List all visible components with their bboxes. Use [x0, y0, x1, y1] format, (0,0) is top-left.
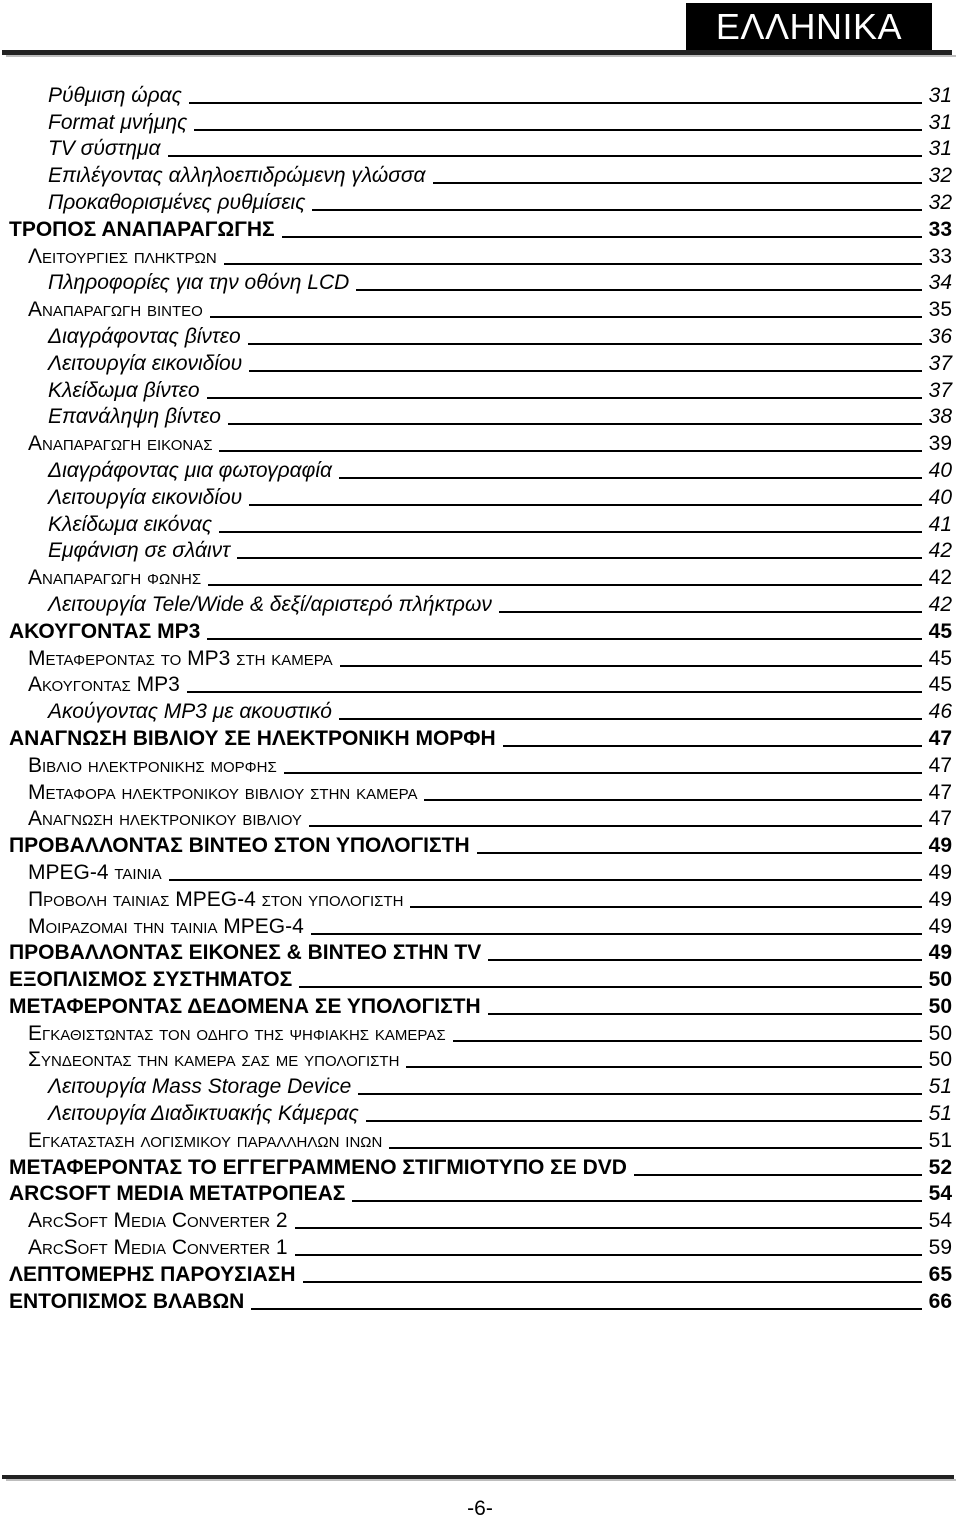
toc-entry-page: 47: [928, 753, 952, 777]
toc-entry[interactable]: [0, 964, 960, 991]
toc-entry-title: Συνδεοντας την καμερα σας με υπολογιστη: [28, 1048, 400, 1072]
toc-entry[interactable]: [0, 777, 960, 804]
toc-entry[interactable]: [0, 589, 960, 616]
toc-leader-line: [366, 1120, 922, 1122]
toc-entry-page: 50: [928, 994, 952, 1018]
toc-entry-page: 45: [928, 619, 952, 643]
toc-entry[interactable]: [0, 402, 960, 429]
toc-entry-page: 54: [928, 1182, 952, 1206]
toc-entry-page: 47: [928, 780, 952, 804]
toc-entry-page: 49: [928, 914, 952, 938]
toc-leader-line: [352, 1200, 921, 1202]
toc-entry-title: Ακούγοντας MP3 με ακουστικό: [48, 700, 332, 724]
toc-entry-title: Βιβλιο ηλεκτρονικης μορφης: [28, 753, 277, 777]
toc-entry-title: Επιλέγοντας αλληλοεπιδρώμενη γλώσσα: [48, 164, 426, 188]
toc-leader-line: [295, 1254, 922, 1256]
toc-entry[interactable]: [0, 134, 960, 161]
toc-entry[interactable]: [0, 1098, 960, 1125]
toc-entry-page: 49: [928, 834, 952, 858]
toc-entry-page: 49: [928, 941, 952, 965]
toc-entry-page: 42: [928, 566, 952, 590]
toc-entry[interactable]: [0, 670, 960, 697]
toc-entry-title: Επανάληψη βίντεο: [48, 405, 221, 429]
toc-entry-title: TV σύστημα: [48, 137, 161, 161]
toc-leader-line: [499, 611, 922, 613]
toc-leader-line: [219, 531, 922, 533]
toc-entry-page: 42: [928, 539, 952, 563]
toc-entry-title: ΜΕΤΑΦΕΡΟΝΤΑΣ ΔΕΔΟΜΕΝΑ ΣΕ ΥΠΟΛΟΓΙΣΤΗ: [9, 994, 481, 1018]
toc-leader-line: [424, 799, 921, 801]
toc-leader-line: [488, 1013, 922, 1015]
top-rule-shadow: [6, 55, 956, 57]
toc-entry[interactable]: [0, 911, 960, 938]
toc-entry-page: 59: [928, 1236, 952, 1260]
toc-entry-page: 51: [928, 1128, 952, 1152]
toc-entry-page: 37: [928, 378, 952, 402]
toc-entry[interactable]: [0, 830, 960, 857]
toc-entry[interactable]: [0, 294, 960, 321]
toc-entry-title: Ρύθμιση ώρας: [48, 83, 182, 107]
toc-entry-title: Αναπαραγωγη φωνης: [28, 566, 202, 590]
toc-leader-line: [208, 584, 922, 586]
toc-entry[interactable]: [0, 375, 960, 402]
toc-entry-page: 50: [928, 1048, 952, 1072]
toc-entry-title: Αναγνωση ηλεκτρονικου βιβλιου: [28, 807, 302, 831]
toc-entry[interactable]: [0, 107, 960, 134]
toc-entry-page: 51: [928, 1075, 952, 1099]
toc-entry[interactable]: [0, 884, 960, 911]
toc-entry[interactable]: [0, 616, 960, 643]
toc-entry-page: 41: [928, 512, 952, 536]
toc-leader-line: [453, 1040, 922, 1042]
toc-entry-title: Κλείδωμα εικόνας: [48, 512, 213, 536]
toc-leader-line: [237, 557, 922, 559]
toc-entry[interactable]: [0, 509, 960, 536]
toc-leader-line: [169, 879, 922, 881]
toc-entry[interactable]: [0, 214, 960, 241]
toc-entry-title: ΛΕΠΤΟΜΕΡΗΣ ΠΑΡΟΥΣΙΑΣΗ: [9, 1262, 296, 1286]
toc-leader-line: [339, 477, 922, 479]
toc-entry[interactable]: [0, 428, 960, 455]
toc-entry-page: 45: [928, 673, 952, 697]
toc-entry[interactable]: [0, 268, 960, 295]
toc-leader-line: [503, 745, 922, 747]
toc-entry-page: 66: [928, 1289, 952, 1313]
toc-leader-line: [249, 504, 921, 506]
toc-entry-page: 50: [928, 968, 952, 992]
table-of-contents: [0, 80, 960, 1313]
toc-entry-page: 31: [928, 83, 952, 107]
toc-entry-page: 50: [928, 1021, 952, 1045]
toc-entry-title: Εγκατασταση λογισμικου παραλληλων ινων: [28, 1128, 383, 1152]
toc-entry-title: ΑΚΟΥΓΟΝΤΑΣ MP3: [9, 619, 201, 643]
toc-leader-line: [284, 772, 922, 774]
toc-entry[interactable]: [0, 455, 960, 482]
toc-entry[interactable]: [0, 643, 960, 670]
toc-entry-page: 45: [928, 646, 952, 670]
toc-entry-title: Μεταφορα ηλεκτρονικου βιβλιου στην καμερα: [28, 780, 418, 804]
toc-leader-line: [358, 1093, 921, 1095]
toc-entry-page: 51: [928, 1102, 952, 1126]
toc-leader-line: [389, 1147, 921, 1149]
toc-entry-page: 32: [928, 190, 952, 214]
toc-entry[interactable]: [0, 938, 960, 965]
toc-entry-page: 36: [928, 324, 952, 348]
toc-leader-line: [340, 665, 922, 667]
toc-leader-line: [207, 638, 921, 640]
toc-leader-line: [249, 370, 921, 372]
toc-entry-page: 34: [928, 271, 952, 295]
toc-leader-line: [168, 155, 922, 157]
toc-entry-page: 38: [928, 405, 952, 429]
toc-leader-line: [634, 1174, 922, 1176]
toc-entry-title: ARCSOFT MEDIA ΜΕΤΑΤΡΟΠΕΑΣ: [9, 1182, 346, 1206]
toc-entry[interactable]: [0, 1125, 960, 1152]
toc-entry-page: 35: [928, 298, 952, 322]
toc-entry-title: Ακουγοντας MP3: [28, 673, 180, 697]
toc-entry-page: 31: [928, 110, 952, 134]
toc-leader-line: [299, 986, 921, 988]
toc-leader-line: [488, 959, 921, 961]
toc-entry-title: Μεταφεροντας το MP3 στη καμερα: [28, 646, 333, 670]
toc-entry-page: 42: [928, 592, 952, 616]
toc-entry-page: 49: [928, 887, 952, 911]
toc-entry-page: 33: [928, 244, 952, 268]
toc-entry-page: 37: [928, 351, 952, 375]
toc-leader-line: [194, 129, 921, 131]
toc-entry-page: 40: [928, 485, 952, 509]
toc-leader-line: [312, 209, 921, 211]
toc-entry-title: Λειτουργία εικονιδίου: [48, 351, 243, 375]
toc-leader-line: [410, 906, 921, 908]
toc-entry-title: Αναπαραγωγη βιντεο: [28, 298, 203, 322]
toc-entry[interactable]: [0, 241, 960, 268]
toc-leader-line: [282, 236, 922, 238]
toc-entry[interactable]: [0, 482, 960, 509]
toc-entry[interactable]: [0, 1179, 960, 1206]
page-number: -6-: [467, 1497, 493, 1520]
toc-entry-title: Προβολη ταινιας MPEG-4 στον υπολογιστη: [28, 887, 404, 911]
toc-entry[interactable]: [0, 1205, 960, 1232]
toc-entry-title: Λειτουργία Tele/Wide & δεξί/αριστερό πλήκτρων: [48, 592, 492, 616]
toc-entry-title: ArcSoft Media Converter 1: [28, 1236, 288, 1260]
toc-entry[interactable]: [0, 1152, 960, 1179]
toc-leader-line: [251, 1308, 921, 1310]
toc-leader-line: [228, 423, 922, 425]
toc-entry-page: 31: [928, 137, 952, 161]
toc-entry-page: 54: [928, 1209, 952, 1233]
bottom-rule-shadow: [6, 1479, 956, 1481]
toc-entry-title: ΠΡΟΒΑΛΛΟΝΤΑΣ ΒΙΝΤΕΟ ΣΤΟΝ ΥΠΟΛΟΓΙΣΤΗ: [9, 834, 470, 858]
toc-leader-line: [303, 1281, 922, 1283]
toc-entry-title: MPEG-4 ταινια: [28, 860, 162, 884]
toc-entry-title: Κλείδωμα βίντεο: [48, 378, 200, 402]
toc-entry[interactable]: [0, 804, 960, 831]
toc-entry[interactable]: [0, 750, 960, 777]
language-tab: ΕΛΛΗΝΙΚΑ: [686, 3, 932, 50]
toc-entry[interactable]: [0, 723, 960, 750]
toc-entry[interactable]: [0, 696, 960, 723]
toc-entry[interactable]: [0, 187, 960, 214]
toc-entry[interactable]: [0, 991, 960, 1018]
toc-entry-title: Πληροφορίες για την οθόνη LCD: [48, 271, 350, 295]
toc-entry-title: Διαγράφοντας μια φωτογραφία: [48, 458, 332, 482]
toc-entry-title: Λειτουργία Mass Storage Device: [48, 1075, 352, 1099]
toc-entry-page: 40: [928, 458, 952, 482]
toc-leader-line: [311, 933, 922, 935]
toc-entry-title: Εμφάνιση σε σλάιντ: [48, 539, 230, 563]
toc-leader-line: [187, 691, 922, 693]
toc-entry[interactable]: [0, 321, 960, 348]
toc-entry-page: 32: [928, 164, 952, 188]
toc-entry-title: Format μνήμης: [48, 110, 188, 134]
toc-entry-title: Λειτουργιες πληκτρων: [28, 244, 217, 268]
toc-entry[interactable]: [0, 1071, 960, 1098]
toc-leader-line: [248, 343, 922, 345]
toc-leader-line: [406, 1066, 921, 1068]
toc-leader-line: [210, 316, 922, 318]
toc-leader-line: [207, 397, 922, 399]
toc-leader-line: [219, 450, 921, 452]
toc-leader-line: [189, 102, 922, 104]
toc-leader-line: [295, 1227, 922, 1229]
toc-entry-title: Αναπαραγωγη εικονας: [28, 432, 213, 456]
toc-entry-page: 46: [928, 700, 952, 724]
toc-entry[interactable]: [0, 1259, 960, 1286]
toc-entry-title: Διαγράφοντας βίντεο: [48, 324, 241, 348]
toc-leader-line: [224, 263, 922, 265]
toc-entry[interactable]: [0, 857, 960, 884]
toc-leader-line: [433, 182, 922, 184]
toc-entry-title: ΕΞΟΠΛΙΣΜΟΣ ΣΥΣΤΗΜΑΤΟΣ: [9, 968, 293, 992]
toc-entry[interactable]: [0, 160, 960, 187]
toc-leader-line: [356, 289, 921, 291]
toc-entry[interactable]: [0, 536, 960, 563]
toc-entry-title: ΑΝΑΓΝΩΣΗ ΒΙΒΛΙΟΥ ΣΕ ΗΛΕΚΤΡΟΝΙΚΗ ΜΟΡΦΗ: [9, 726, 496, 750]
toc-entry-page: 52: [928, 1155, 952, 1179]
toc-entry-title: Εγκαθιστωντας τον οδηγο της ψηφιακης καμερας: [28, 1021, 446, 1045]
toc-entry[interactable]: [0, 348, 960, 375]
toc-entry-title: ΠΡΟΒΑΛΛΟΝΤΑΣ ΕΙΚΟΝΕΣ & ΒΙΝΤΕΟ ΣΤΗΝ TV: [9, 941, 482, 965]
toc-entry-title: Λειτουργία εικονιδίου: [48, 485, 243, 509]
toc-entry[interactable]: [0, 562, 960, 589]
toc-entry-title: ΤΡΟΠΟΣ ΑΝΑΠΑΡΑΓΩΓΗΣ: [9, 217, 275, 241]
toc-entry-title: ArcSoft Media Converter 2: [28, 1209, 288, 1233]
toc-entry[interactable]: [0, 1232, 960, 1259]
toc-entry-title: ΕΝΤΟΠΙΣΜΟΣ ΒΛΑΒΩΝ: [9, 1289, 245, 1313]
toc-entry-page: 33: [928, 217, 952, 241]
toc-entry-title: Μοιραζομαι την ταινια MPEG-4: [28, 914, 304, 938]
toc-leader-line: [477, 852, 922, 854]
toc-entry-title: ΜΕΤΑΦΕΡΟΝΤΑΣ ΤΟ ΕΓΓΕΓΡΑΜΜΕΝΟ ΣΤΙΓΜΙΟΤΥΠΟ ΣΕ DVD: [9, 1155, 627, 1179]
toc-entry[interactable]: [0, 1018, 960, 1045]
toc-entry-page: 47: [928, 726, 952, 750]
toc-entry-title: Λειτουργία Διαδικτυακής Κάμερας: [48, 1102, 359, 1126]
toc-entry-page: 65: [928, 1262, 952, 1286]
toc-entry-page: 47: [928, 807, 952, 831]
toc-entry[interactable]: [0, 1045, 960, 1072]
toc-leader-line: [309, 825, 922, 827]
toc-entry-title: Προκαθορισμένες ρυθμίσεις: [48, 190, 306, 214]
toc-entry-page: 49: [928, 860, 952, 884]
toc-entry-page: 39: [928, 432, 952, 456]
toc-entry[interactable]: [0, 1286, 960, 1313]
toc-entry[interactable]: [0, 80, 960, 107]
toc-leader-line: [339, 718, 922, 720]
